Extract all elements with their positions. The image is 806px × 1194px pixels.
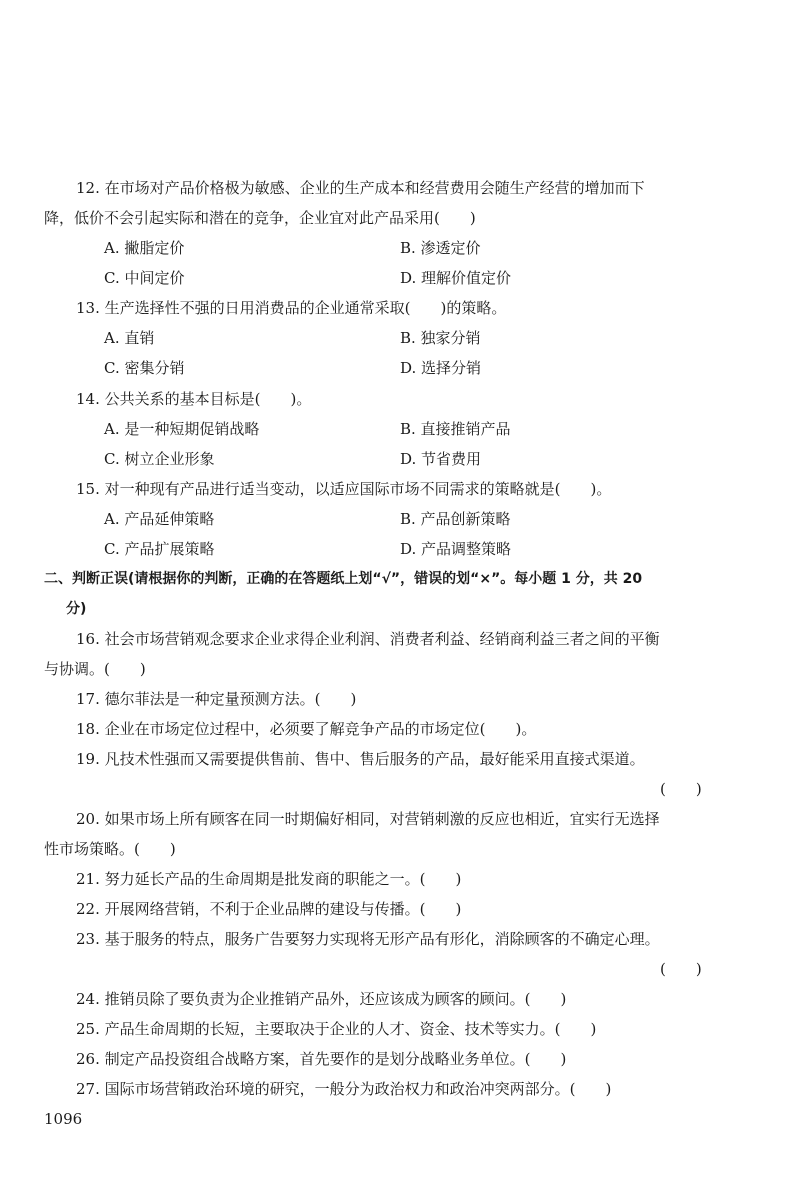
question-23-line-1: 23. 基于服务的特点，服务广告要努力实现将无形产品有形化，消除顾客的不确定心理。 (76, 930, 660, 948)
question-25: 25. 产品生命周期的长短，主要取决于企业的人才、资金、技术等实力。( ) (76, 1020, 597, 1038)
question-15-option-a: A. 产品延伸策略 (104, 510, 215, 528)
question-15-option-d: D. 产品调整策略 (400, 540, 512, 558)
question-12-line-2: 降，低价不会引起实际和潜在的竞争，企业宜对此产品采用( ) (44, 209, 476, 227)
question-13-line-1: 13. 生产选择性不强的日用消费品的企业通常采取( )的策略。 (76, 299, 507, 317)
question-22: 22. 开展网络营销，不利于企业品牌的建设与传播。( ) (76, 900, 462, 918)
question-18: 18. 企业在市场定位过程中，必须要了解竞争产品的市场定位( )。 (76, 720, 537, 738)
page-number: 1096 (44, 1110, 83, 1128)
question-15-option-b: B. 产品创新策略 (400, 510, 511, 528)
question-20-line-1: 20. 如果市场上所有顾客在同一时期偏好相同，对营销刺激的反应也相近，宜实行无选择 (76, 810, 660, 828)
question-13-option-a: A. 直销 (104, 329, 155, 347)
section-2-heading-line-1: 二、判断正误(请根据你的判断，正确的在答题纸上划“√”，错误的划“×”。每小题 1 分，共 20 (44, 571, 643, 587)
question-21: 21. 努力延长产品的生命周期是批发商的职能之一。( ) (76, 870, 462, 888)
section-2-heading-line-2: 分) (66, 601, 87, 617)
question-16-line-2: 与协调。( ) (44, 660, 146, 678)
question-14-option-b: B. 直接推销产品 (400, 420, 511, 438)
question-16-line-1: 16. 社会市场营销观念要求企业求得企业利润、消费者利益、经销商利益三者之间的平衡 (76, 630, 660, 648)
question-15-option-c: C. 产品扩展策略 (104, 540, 215, 558)
question-19-answer-mark: ( ) (660, 780, 702, 798)
question-13-option-d: D. 选择分销 (400, 359, 482, 377)
question-14-option-c: C. 树立企业形象 (104, 450, 215, 468)
question-12-option-a: A. 撇脂定价 (104, 239, 185, 257)
question-19-line-1: 19. 凡技术性强而又需要提供售前、售中、售后服务的产品，最好能采用直接式渠道。 (76, 750, 645, 768)
question-15-line-1: 15. 对一种现有产品进行适当变动，以适应国际市场不同需求的策略就是( )。 (76, 480, 612, 498)
question-20-line-2: 性市场策略。( ) (44, 840, 176, 858)
question-17: 17. 德尔菲法是一种定量预测方法。( ) (76, 690, 357, 708)
question-23-answer-mark: ( ) (660, 960, 702, 978)
question-27: 27. 国际市场营销政治环境的研究，一般分为政治权力和政治冲突两部分。( ) (76, 1080, 612, 1098)
question-13-option-b: B. 独家分销 (400, 329, 481, 347)
question-14-option-a: A. 是一种短期促销战略 (104, 420, 260, 438)
question-12-option-c: C. 中间定价 (104, 269, 185, 287)
question-26: 26. 制定产品投资组合战略方案，首先要作的是划分战略业务单位。( ) (76, 1050, 567, 1068)
question-13-option-c: C. 密集分销 (104, 359, 185, 377)
question-24: 24. 推销员除了要负责为企业推销产品外，还应该成为顾客的顾问。( ) (76, 990, 567, 1008)
question-12-option-d: D. 理解价值定价 (400, 269, 512, 287)
question-12-line-1: 12. 在市场对产品价格极为敏感、企业的生产成本和经营费用会随生产经营的增加而下 (76, 179, 645, 197)
question-14-line-1: 14. 公共关系的基本目标是( )。 (76, 390, 312, 408)
question-12-option-b: B. 渗透定价 (400, 239, 481, 257)
question-14-option-d: D. 节省费用 (400, 450, 482, 468)
